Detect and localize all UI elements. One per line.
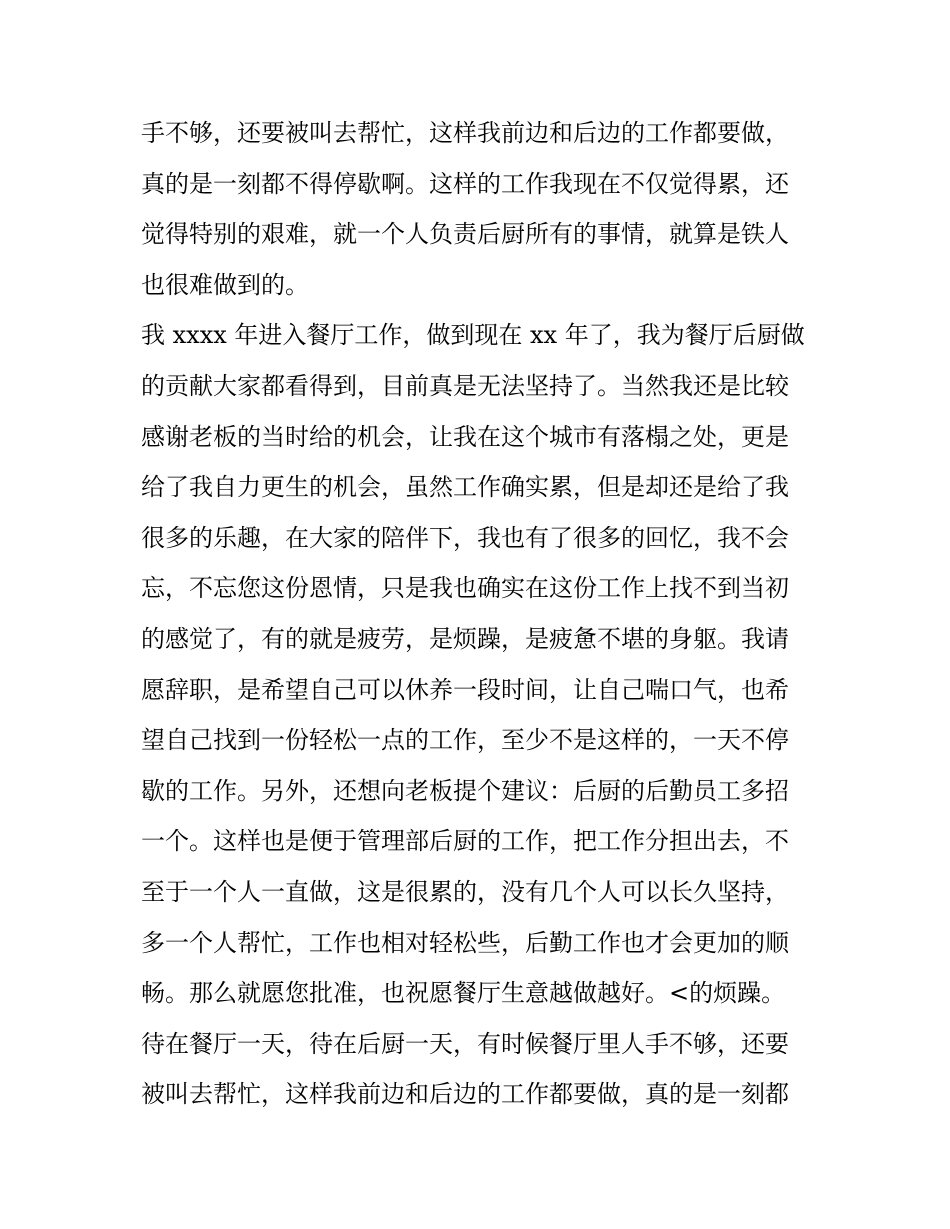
text-line-11: 的感觉了，有的就是疲劳，是烦躁，是疲惫不堪的身躯。我请 [141, 624, 789, 653]
text-line-17: 多一个人帮忙，工作也相对轻松些，后勤工作也才会更加的顺 [141, 928, 789, 957]
text-line-7: 感谢老板的当时给的机会，让我在这个城市有落榻之处，更是 [141, 422, 789, 451]
text-line-8: 给了我自力更生的机会，虽然工作确实累，但是却还是给了我 [141, 473, 789, 502]
text-line-20: 被叫去帮忙，这样我前边和后边的工作都要做，真的是一刻都 [141, 1080, 789, 1109]
text-line-14: 歇的工作。另外，还想向老板提个建议：后厨的后勤员工多招 [141, 776, 789, 805]
text-line-9: 很多的乐趣，在大家的陪伴下，我也有了很多的回忆，我不会 [141, 523, 789, 552]
text-line-1: 手不够，还要被叫去帮忙，这样我前边和后边的工作都要做， [141, 119, 789, 147]
text-line-19: 待在餐厅一天，待在后厨一天，有时候餐厅里人手不够，还要 [141, 1029, 789, 1058]
text-line-15: 一个。这样也是便于管理部后厨的工作，把工作分担出去，不 [141, 827, 789, 856]
text-line-2: 真的是一刻都不得停歇啊。这样的工作我现在不仅觉得累，还 [141, 169, 789, 198]
text-line-5: 我 xxxx 年进入餐厅工作，做到现在 xx 年了，我为餐厅后厨做 [141, 321, 805, 350]
text-line-18: 畅。那么就愿您批准，也祝愿餐厅生意越做越好。<的烦躁。 [141, 979, 786, 1008]
text-line-10: 忘，不忘您这份恩情，只是我也确实在这份工作上找不到当初 [141, 574, 789, 603]
text-line-4: 也很难做到的。 [141, 270, 309, 299]
text-line-16: 至于一个人一直做，这是很累的，没有几个人可以长久坚持， [141, 877, 789, 906]
text-line-3: 觉得特别的艰难，就一个人负责后厨所有的事情，就算是铁人 [141, 220, 789, 249]
text-line-13: 望自己找到一份轻松一点的工作，至少不是这样的，一天不停 [141, 726, 789, 755]
text-line-12: 愿辞职，是希望自己可以休养一段时间，让自己喘口气，也希 [141, 675, 789, 704]
body-text [141, 108, 813, 1120]
text-line-6: 的贡献大家都看得到，目前真是无法坚持了。当然我还是比较 [141, 371, 789, 400]
